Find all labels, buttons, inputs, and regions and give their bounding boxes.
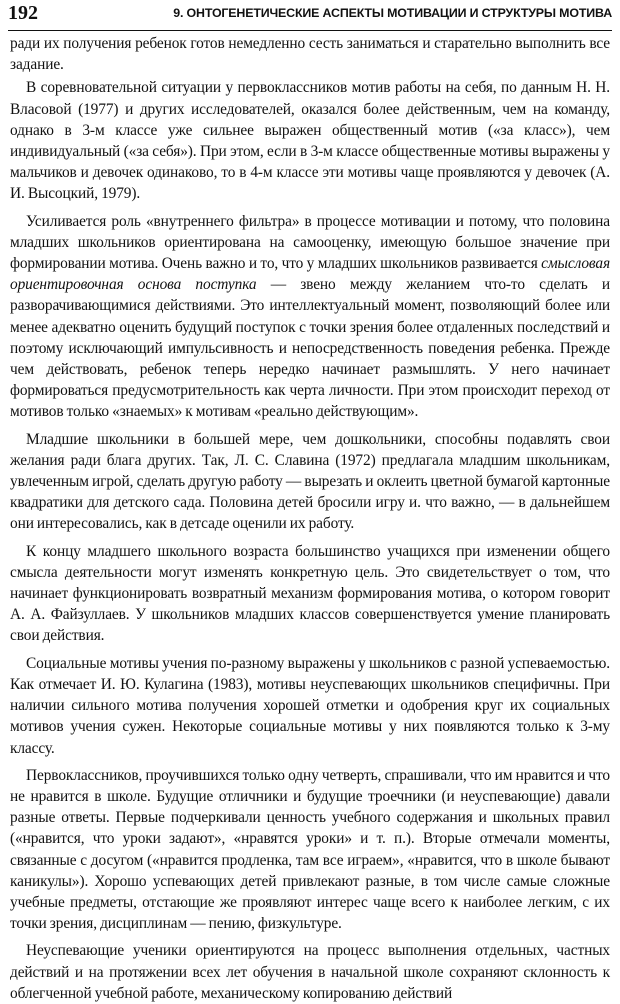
running-title: 9. ОНТОГЕНЕТИЧЕСКИЕ АСПЕКТЫ МОТИВАЦИИ И СТРУКТУРЫ МОТИВА xyxy=(173,6,612,20)
paragraph-social-motives: Социальные мотивы учения по-разному выражены у школьников с разной успеваемостью. Как отмечает И. Ю. Кулагина (1983), мотивы неуспевающих школьников специфичны. При наличии сильного мотива получения хорошей отметки и одобрения круг их социальных мотивов учения сужен. Некоторые социальные мотивы у них появляются только к 3-му классу. xyxy=(10,654,610,757)
paragraph-competitive-motive: В соревновательной ситуации у первоклассников мотив работы на себя, по данным Н. Н. Власовой (1977) и других исследователей, оказался более действенным, чем на команду, однако в 3-м классе уже сильнее выражен общественный мотив («за класс»), чем индивидуальный («за себя»). При этом, если в 3-м классе общественные мотивы выражены у мальчиков и девочек одинаково, то в 4-м классе эти мотивы чаще проявляются у девочек (А. И. Высоцкий, 1979). xyxy=(10,79,610,203)
paragraph-first-graders-survey: Первоклассников, проучившихся только одну четверть, спрашивали, что им нравится и что не нравится в школе. Будущие отличники и будущие троечники (и неуспевающие) давали разные ответы. Первые подчеркивали ценность учебного содержания и школьных правил («нравится, что уроки задают», «нравятся уроки» и т. п.). Вторые отмечали моменты, связанные с досугом («нравится продленка, там все играем», «нравится, что в школе бывают каникулы»). Хорошо успевающих детей привлекают разные, в том числе самые сложные учебные предметы, отстающие же проявляют интерес чаще всего к наиболее легким, с их точки зрения, дисциплинам — пению, физкультуре. xyxy=(10,766,610,933)
inner-filter-emphasis: смысловая ориентировочная основа поступка xyxy=(10,255,610,294)
paragraph-inner-filter xyxy=(10,211,610,423)
inner-filter-text-end: — звено между желанием что-то сделать и разворачивающимися действиями. Это интеллектуальный момент, позволяющий более или менее адекватно оценить будущий поступок с точки зрения более отдаленных последствий и поэтому исключающий импульсивность и непосредственность поведения ребенка. Прежде чем действовать, ребенок теперь нередко начинает размышлять. У него начинает формироваться предусмотрительность как черта личности. При этом происходит переход от мотивов только «знаемых» к мотивам «реально действующим». xyxy=(10,276,611,421)
page-body xyxy=(10,33,610,1004)
inner-filter-text-start: Усиливается роль «внутреннего фильтра» в процессе мотивации и потому, что половина младших школьников ориентирована на самооценку, имеющую большое значение при формировании мотива. Очень важно и то, что у младших школьников развивается xyxy=(10,212,610,273)
paragraph-continuation: ради их получения ребенок готов немедленно сесть заниматься и старательно выполнить все задание. xyxy=(10,35,610,74)
page-header xyxy=(8,0,612,31)
page-number: 192 xyxy=(8,2,38,24)
paragraph-suppress-desires: Младшие школьники в большей мере, чем дошкольники, способны подавлять свои желания ради блага других. Так, Л. С. Славина (1972) предлагала младшим школьникам, увлеченным игрой, сделать другую работу — вырезать и оклеить цветной бумагой картонные квадратики для детского сада. Половина детей бросили игру и. что важно, — в дальнейшем они интересовались, как в детсаде оценили их работу. xyxy=(10,430,610,533)
paragraph-underachievers: Неуспевающие ученики ориентируются на процесс выполнения отдельных, частных действий и на протяжении всех лет обучения в начальной школе сохраняют склонность к облегченной учебной работе, механическому копированию действий xyxy=(10,942,610,1002)
paragraph-end-of-primary-school: К концу младшего школьного возраста большинство учащихся при изменении общего смысла деятельности могут изменять конкретную цель. Это свидетельствует о том, что начинает функционировать возвратный механизм формирования мотива, о котором говорит А. А. Файзуллаев. У школьников младших классов совершенствуется умение планировать свои действия. xyxy=(10,542,610,645)
